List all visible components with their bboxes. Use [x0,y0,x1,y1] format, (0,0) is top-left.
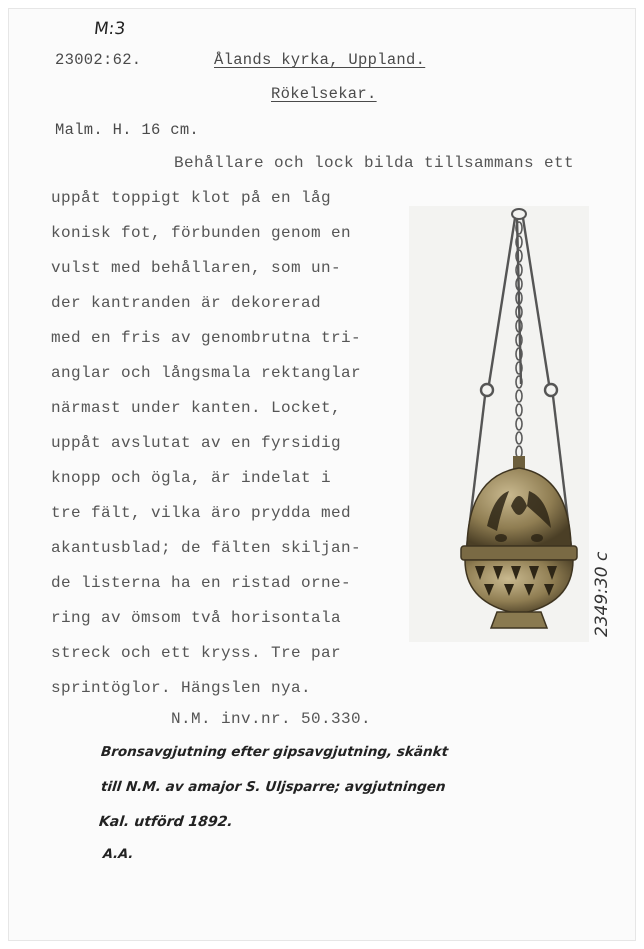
description-line: Behållare och lock bilda tillsammans ett [174,154,575,172]
description-line: närmast under kanten. Locket, [51,399,342,417]
inventory-number: N.M. inv.nr. 50.330. [171,710,372,728]
description-line: der kantranden är dekorerad [51,294,322,312]
catalog-number: 23002:62. [55,51,142,69]
material-height: Malm. H. 16 cm. [55,121,200,139]
description-line: vulst med behållaren, som un- [51,259,342,277]
handwritten-note-line: Kal. utförd 1892. [98,814,234,830]
description-line: de listerna ha en ristad orne- [51,574,352,592]
handwritten-note-line: till N.M. av amajor S. Uljsparre; avgjutningen [100,779,447,795]
photo-number: 2349:30 c [592,551,612,637]
description-line: anglar och långsmala rektanglar [51,364,362,382]
handwritten-note-line: Bronsavgjutning efter gipsavgjutning, skänkt [100,744,449,760]
censer-photo [409,206,589,642]
description-line: akantusblad; de fälten skiljan- [51,539,362,557]
handwritten-code: M:3 [92,19,127,39]
description-line: streck och ett kryss. Tre par [51,644,342,662]
handwritten-note-line: A.A. [102,847,135,862]
description-line: konisk fot, förbunden genom en [51,224,352,242]
description-line: uppåt toppigt klot på en låg [51,189,332,207]
description-line: sprintöglor. Hängslen nya. [51,679,312,697]
catalog-card [8,8,636,941]
description-line: uppåt avslutat av en fyrsidig [51,434,342,452]
description-line: knopp och ögla, är indelat i [51,469,332,487]
description-line: ring av ömsom två horisontala [51,609,342,627]
object-type-heading: Rökelsekar. [271,85,377,103]
description-line: tre fält, vilka äro prydda med [51,504,352,522]
description-line: med en fris av genombrutna tri- [51,329,362,347]
censer-illustration [409,206,589,642]
location-heading: Ålands kyrka, Uppland. [214,51,426,69]
